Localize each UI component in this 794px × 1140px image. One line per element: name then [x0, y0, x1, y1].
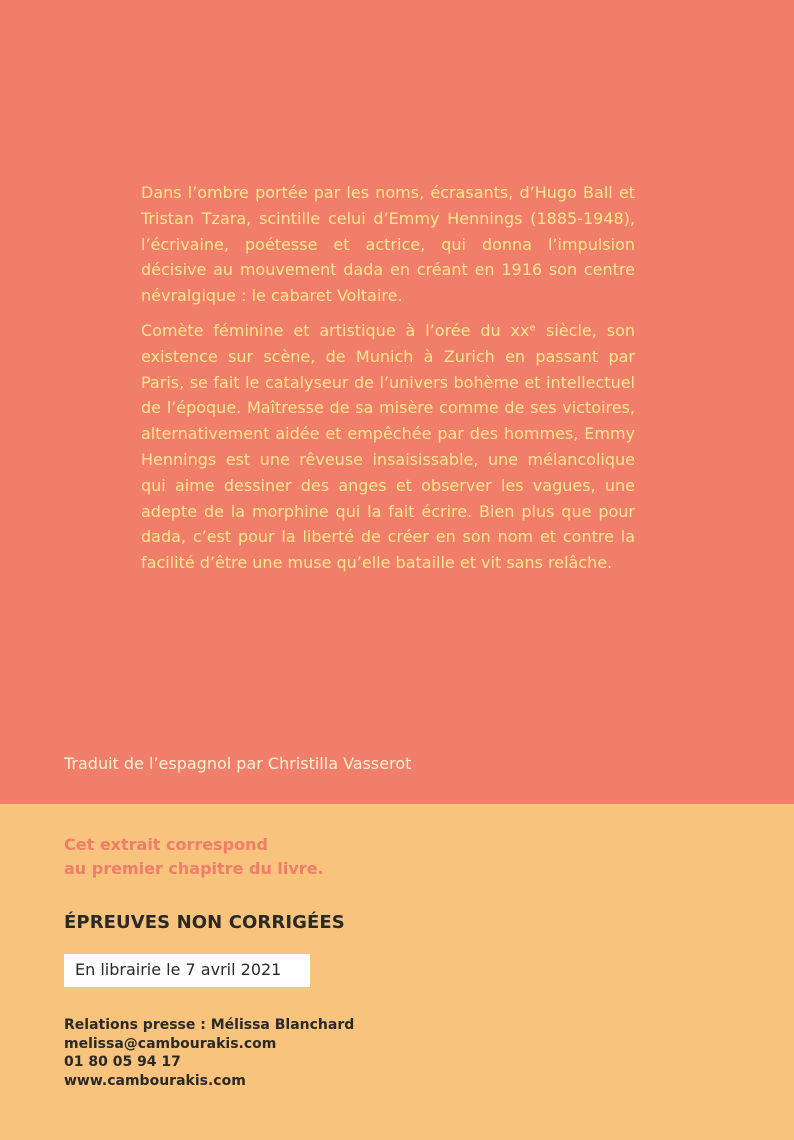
blurb-paragraph-2: Comète féminine et artistique à l’orée du xxᵉ siècle, son existence sur scène, de Munich à Zurich en passant par Paris, se fait le catalyseur de l’univers bohème et intellectuel de l’époque. Maîtresse de sa misère comme de ses victoires, alternativement aidée et empêchée par des hommes, Emmy Hennings est une rêveuse insaisissable, une mélancolique qui aime dessiner des anges et observer les vagues, une adepte de la morphine qui la fait écrire. Bien plus que pour dada, c’est pour la liberté de créer en son nom et contre la facilité d’être une muse qu’elle bataille et vit sans relâche. — [141, 320, 635, 573]
uncorrected-proofs-heading: ÉPREUVES NON CORRIGÉES — [64, 912, 345, 933]
publisher-website[interactable]: www.cambourakis.com — [64, 1072, 246, 1089]
excerpt-note-line-1: Cet extrait correspond — [64, 835, 268, 854]
release-date-box: En librairie le 7 avril 2021 — [64, 954, 310, 987]
press-phone: 01 80 05 94 17 — [64, 1054, 181, 1070]
blurb-paragraph-1: Dans l’ombre portée par les noms, écrasants, d’Hugo Ball et Tristan Tzara, scintille celui d’Emmy Hennings (1885-1948), l’écrivaine, poétesse et actrice, qui donna l’impulsion décisive au mouvement dada en créant en 1916 son centre névralgique : le cabaret Voltaire. — [141, 183, 635, 306]
excerpt-note-line-2: au premier chapitre du livre. — [64, 859, 324, 878]
press-email[interactable]: melissa@cambourakis.com — [64, 1035, 277, 1052]
translator-credit: Traduit de l’espagnol par Christilla Vasserot — [64, 754, 412, 773]
book-blurb — [141, 180, 635, 585]
excerpt-note — [64, 833, 324, 881]
press-contact-block — [64, 1016, 354, 1090]
press-relations-line: Relations presse : Mélissa Blanchard — [64, 1017, 355, 1033]
